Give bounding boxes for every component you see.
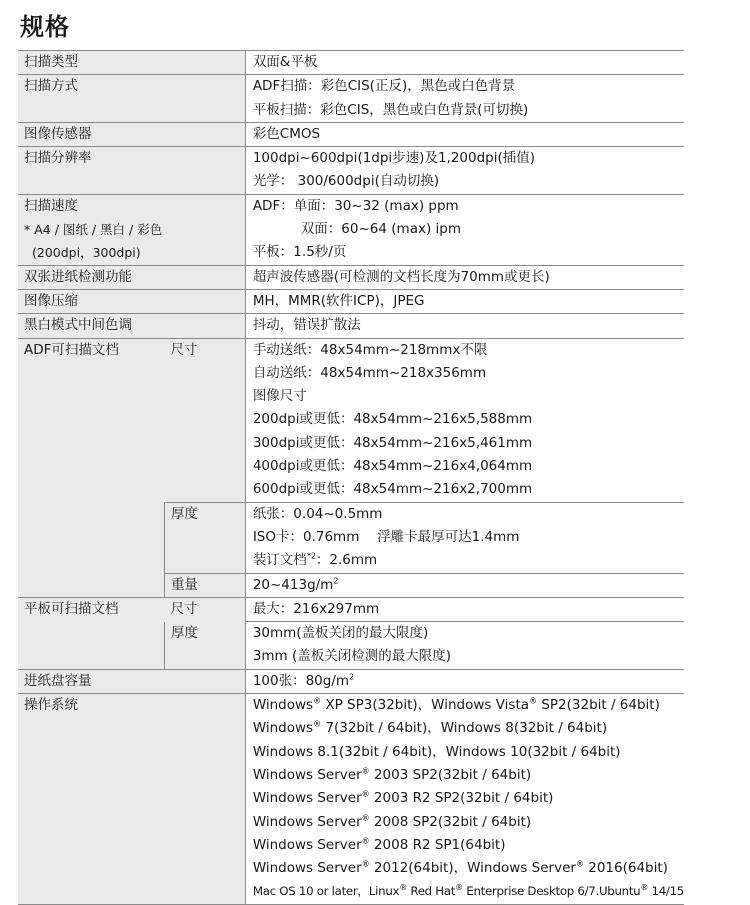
spec-row-halftone [18,314,684,338]
row-value: 100dpi~600dpi(1dpi步速)及1,200dpi(插值) 光学： 300/600dpi(自动切换) [245,147,684,195]
row-label: 图像压缩 [18,289,245,313]
row-value: ADF：单面：30~32 (max) ppm 双面：60~64 (max) ipm 平板：1.5秒/页 [245,194,684,265]
row-label: 操作系统 [18,694,245,905]
spec-row-os [18,694,684,905]
spec-row-adf-size [18,338,684,502]
os-line: Windows® 7(32bit / 64bit)，Windows 8(32bit / 64bit) [252,719,608,737]
os-line: Mac OS 10 or later，Linux® Red Hat® Enterprise Desktop 6/7.Ubuntu® 14/15 [252,883,684,899]
row-label: 图像传感器 [18,122,245,146]
row-value: ADF扫描：彩色CIS(正反)，黑色或白色背景 平板扫描：彩色CIS，黑色或白色背景(可切换) [245,75,684,123]
row-label: 扫描类型 [18,51,245,75]
row-value: 100张：$80g/m^2$ [245,669,684,693]
row-value: 双面&平板 [245,51,684,75]
row-value: 纸张：0.04~0.5mm ISO卡：0.76mm 浮雕卡最厚可达1.4mm 装订文档$^{*2}$：2.6mm [245,502,684,573]
os-line: Windows Server® 2003 SP2(32bit / 64bit) [252,766,532,783]
spec-row-resolution [18,147,684,195]
row-label: ADF可扫描文档 [18,338,164,597]
row-label: 扫描速度 * A4 / 图纸 / 黑白 / 彩色 (200dpi，300dpi) [18,194,245,265]
spec-table [18,50,684,905]
sub-label: 厚度 [164,622,245,670]
row-value: MH，MMR(软件ICP)，JPEG [245,289,684,313]
os-line: Windows Server® 2012(64bit)，Windows Server® 2016(64bit) [252,859,668,877]
spec-row-scan-speed [18,194,684,265]
spec-row-scan-method [18,75,684,123]
sub-label: 厚度 [164,502,245,573]
row-value: $20\sim 413g/m^2$ [245,573,684,597]
row-value: 最大：216x297mm [245,597,684,621]
row-label: 进纸盘容量 [18,669,245,693]
os-line: Windows 8.1(32bit / 64bit)，Windows 10(32bit / 64bit) [252,743,621,760]
spec-row-compression [18,289,684,313]
spec-row-image-sensor [18,122,684,146]
row-value: 30mm(盖板关闭的最大限度) 3mm (盖板关闭检测的最大限度) [245,622,684,670]
row-label: 黑白模式中间色调 [18,314,245,338]
os-list [245,694,684,905]
row-value: 超声波传感器(可检测的文档长度为70mm或更长) [245,265,684,289]
sub-label: 尺寸 [164,338,245,502]
spec-row-flatbed-size [18,597,684,621]
os-line: Windows Server® 2008 SP2(32bit / 64bit) [252,813,532,830]
spec-row-scan-type [18,51,684,75]
sub-label: 尺寸 [164,597,245,621]
spec-row-double-feed [18,265,684,289]
sub-label: 重量 [164,573,245,597]
row-value: 手动送纸：48x54mm~218mmx不限 自动送纸：48x54mm~218x356mm 图像尺寸 200dpi或更低：48x54mm~216x5,588mm 300dpi或更低：48x54mm~216x5,461mm 400dpi或更低：48x54mm~216x4,064mm 600dpi或更低：48x54mm~216x2,700mm [245,338,684,502]
row-label: 双张进纸检测功能 [18,265,245,289]
row-label: 平板可扫描文档 [18,597,164,669]
row-value: 彩色CMOS [245,122,684,146]
os-line: Windows Server® 2008 R2 SP1(64bit) [252,836,506,853]
os-line: Windows® XP SP3(32bit)，Windows Vista® SP2(32bit / 64bit) [252,696,660,714]
os-line: Windows Server® 2003 R2 SP2(32bit / 64bit) [252,789,554,807]
page-title: 规格 [20,13,70,41]
spec-row-tray-capacity [18,669,684,693]
row-value: 抖动，错误扩散法 [245,314,684,338]
row-label: 扫描方式 [18,75,245,123]
row-label: 扫描分辨率 [18,147,245,195]
